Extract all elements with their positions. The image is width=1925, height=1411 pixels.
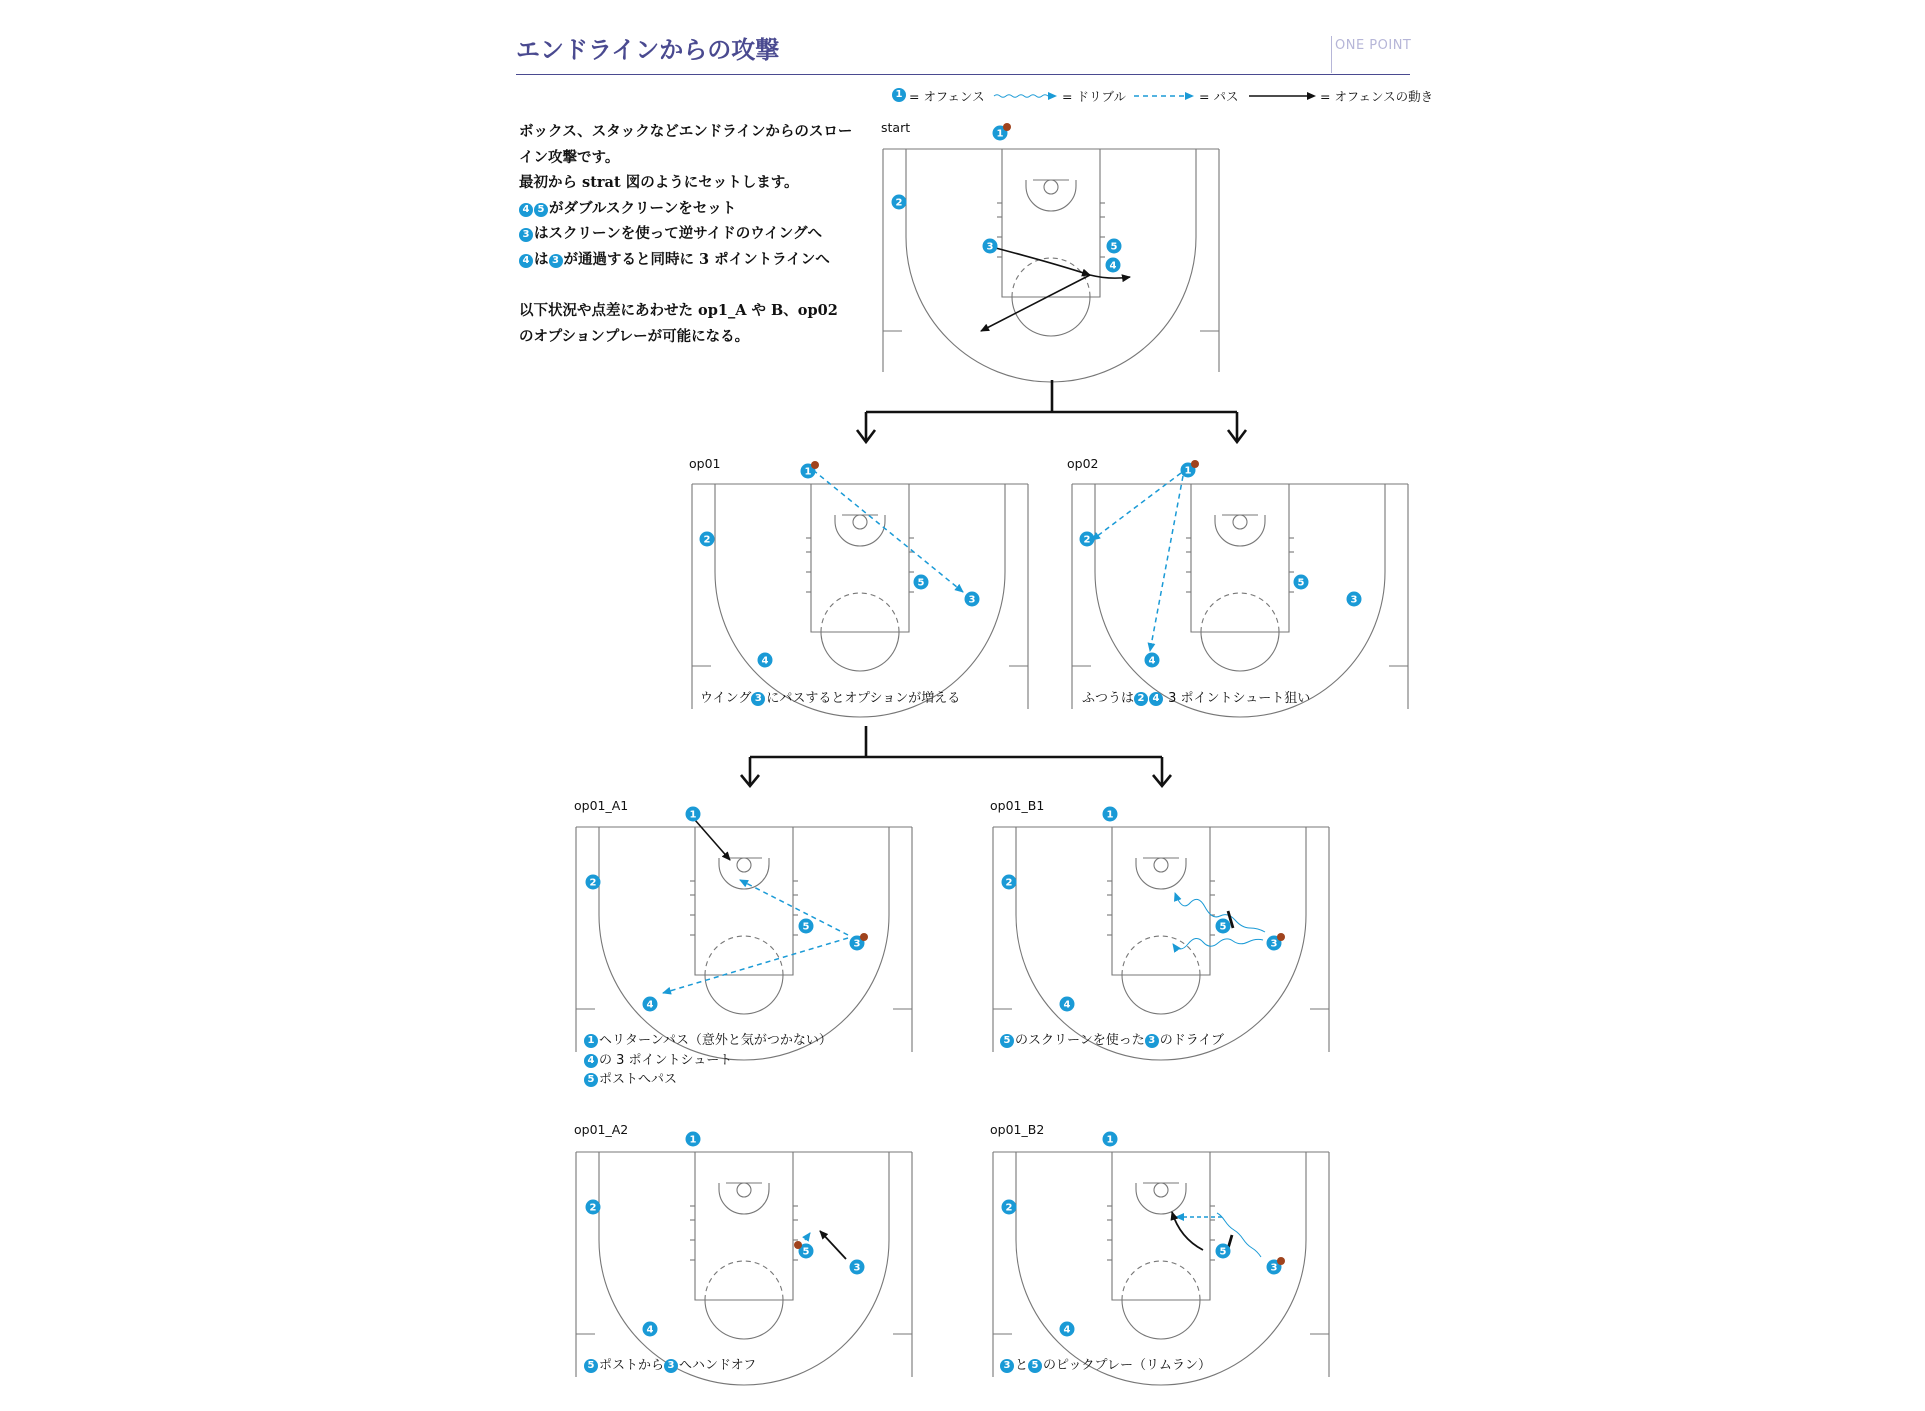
intro-line-8: のオプションプレーが可能になる。 xyxy=(519,327,750,345)
player-marker: 5 xyxy=(584,1359,598,1373)
intro-line-6-text: が通過すると同時に 3 ポイントラインへ xyxy=(563,250,830,268)
caption-op01-text-b: にパスするとオプションが増える xyxy=(766,691,961,706)
player-2 xyxy=(892,195,907,210)
player-1 xyxy=(1103,807,1118,822)
diagram-label-start: start xyxy=(881,120,911,135)
svg-text:5: 5 xyxy=(1297,577,1305,589)
caption-op02-text-b: 3 ポイントシュート狙い xyxy=(1164,691,1311,706)
flow-connector-mid xyxy=(741,726,1171,786)
player-5 xyxy=(794,1241,814,1259)
svg-text:3: 3 xyxy=(986,241,994,253)
ball-icon xyxy=(1191,460,1199,468)
player-3 xyxy=(1267,1257,1286,1275)
diagram-label-op01-b1: op01_B1 xyxy=(990,798,1045,813)
player-4 xyxy=(1060,1322,1075,1337)
player-4 xyxy=(1106,258,1121,273)
player-3 xyxy=(850,1260,865,1275)
svg-text:3: 3 xyxy=(968,594,976,606)
svg-text:2: 2 xyxy=(1005,877,1013,889)
caption-op01-b2-text-b: のピックプレー（リムラン） xyxy=(1043,1358,1211,1373)
ball-icon xyxy=(1277,933,1285,941)
player-4 xyxy=(758,653,773,668)
intro-line-2: イン攻撃です。 xyxy=(519,148,620,166)
svg-text:1: 1 xyxy=(689,1134,697,1146)
player-2 xyxy=(1002,875,1017,890)
player-marker: 3 xyxy=(1000,1359,1014,1373)
player-2 xyxy=(586,875,601,890)
legend-dribble-label: = ドリブル xyxy=(1062,89,1126,104)
svg-text:4: 4 xyxy=(1109,260,1117,272)
caption-op01-a2-text-b: へハンドオフ xyxy=(679,1358,757,1373)
player-3 xyxy=(965,592,980,607)
svg-text:5: 5 xyxy=(1110,241,1118,253)
legend-offense-label: = オフェンス xyxy=(909,89,985,104)
caption-op01-b1-text-b: のドライブ xyxy=(1159,1033,1224,1048)
svg-text:4: 4 xyxy=(646,999,654,1011)
diagram-label-op01: op01 xyxy=(689,456,721,471)
svg-text:1: 1 xyxy=(1184,465,1192,477)
svg-text:4: 4 xyxy=(1063,1324,1071,1336)
caption-op02-text-a: ふつうは xyxy=(1082,691,1135,706)
intro-line-4-text: がダブルスクリーンをセット xyxy=(549,199,737,217)
player-marker: 4 xyxy=(519,203,533,217)
svg-text:1: 1 xyxy=(689,809,697,821)
ball-icon xyxy=(794,1241,802,1249)
player-4 xyxy=(1060,997,1075,1012)
player-marker: 5 xyxy=(1000,1034,1014,1048)
svg-text:2: 2 xyxy=(1083,534,1091,546)
svg-text:2: 2 xyxy=(589,877,597,889)
player-1 xyxy=(686,807,701,822)
legend-pass-label: = パス xyxy=(1199,89,1239,104)
ball-icon xyxy=(860,933,868,941)
caption-op01-text-a: ウイング xyxy=(700,691,752,706)
caption-op01-a1 xyxy=(584,1031,832,1090)
op01-a1-move-line xyxy=(695,820,730,860)
player-marker: 3 xyxy=(664,1359,678,1373)
player-2 xyxy=(700,532,715,547)
caption-op01-a1-line3 xyxy=(584,1070,832,1090)
start-movements xyxy=(981,246,1130,331)
player-2 xyxy=(1002,1200,1017,1215)
caption-op01-a1-line2 xyxy=(584,1051,832,1071)
intro-line-5-text: はスクリーンを使って逆サイドのウイングへ xyxy=(534,225,822,243)
op02-pass-lines xyxy=(1092,473,1183,651)
player-5 xyxy=(1107,239,1122,254)
svg-text:2: 2 xyxy=(703,534,711,546)
player-2 xyxy=(586,1200,601,1215)
player-marker: 4 xyxy=(1149,692,1163,706)
caption-op01-a2 xyxy=(584,1356,756,1376)
svg-text:3: 3 xyxy=(853,1262,861,1274)
op01-pass-line xyxy=(813,470,963,592)
player-marker: 2 xyxy=(1134,692,1148,706)
player-3 xyxy=(983,239,998,254)
players-layer xyxy=(586,123,1362,1337)
svg-text:5: 5 xyxy=(802,921,810,933)
ball-icon xyxy=(811,461,819,469)
svg-text:3: 3 xyxy=(1350,594,1358,606)
intro-line-1: ボックス、スタックなどエンドラインからのスロー xyxy=(519,123,853,140)
caption-op01 xyxy=(700,689,960,709)
caption-op01-a1-text-1: ヘリターンパス（意外と気がつかない） xyxy=(599,1033,832,1048)
caption-op01-a1-line1 xyxy=(584,1031,832,1051)
flow-connector-top xyxy=(857,380,1246,442)
player-5 xyxy=(1216,919,1231,934)
player-marker: 4 xyxy=(584,1054,598,1068)
svg-text:5: 5 xyxy=(917,577,925,589)
player-marker: 5 xyxy=(1028,1359,1042,1373)
player-5 xyxy=(1294,575,1309,590)
svg-text:1: 1 xyxy=(996,128,1004,140)
svg-text:4: 4 xyxy=(1148,655,1156,667)
caption-op01-a1-text-2: の 3 ポイントシュート xyxy=(599,1052,733,1068)
player-4 xyxy=(643,1322,658,1337)
svg-text:1: 1 xyxy=(1106,809,1114,821)
caption-op02 xyxy=(1082,689,1310,709)
player-marker: 3 xyxy=(519,228,533,242)
page-title: エンドラインからの攻撃 xyxy=(516,36,780,64)
player-5 xyxy=(1216,1244,1231,1259)
player-1 xyxy=(801,461,820,479)
caption-op01-b1 xyxy=(1000,1031,1224,1051)
player-4 xyxy=(643,997,658,1012)
player-5 xyxy=(799,919,814,934)
player-1 xyxy=(993,123,1012,141)
player-4 xyxy=(1145,653,1160,668)
player-marker: 4 xyxy=(519,254,533,268)
svg-text:3: 3 xyxy=(1270,1262,1278,1274)
op01-a2-move-line xyxy=(820,1231,846,1259)
svg-text:3: 3 xyxy=(1270,938,1278,950)
player-marker: 5 xyxy=(584,1073,598,1087)
player-3 xyxy=(1267,933,1286,951)
player-5 xyxy=(914,575,929,590)
diagram-label-op01-b2: op01_B2 xyxy=(990,1122,1045,1137)
player-1 xyxy=(686,1132,701,1147)
svg-text:4: 4 xyxy=(646,1324,654,1336)
op01-a1-pass-lines xyxy=(663,880,848,993)
diagram-label-op02: op02 xyxy=(1067,456,1099,471)
ball-icon xyxy=(1003,123,1011,131)
svg-text:5: 5 xyxy=(1219,1246,1227,1258)
player-1 xyxy=(1181,460,1200,478)
player-marker: 3 xyxy=(751,692,765,706)
svg-text:4: 4 xyxy=(1063,999,1071,1011)
caption-op01-a1-text-3: ポストへパス xyxy=(599,1072,678,1087)
caption-op01-b2-text-a: と xyxy=(1015,1358,1029,1373)
player-marker: 1 xyxy=(584,1034,598,1048)
player-2 xyxy=(1080,532,1095,547)
player-3 xyxy=(850,933,869,951)
svg-text:2: 2 xyxy=(895,197,903,209)
caption-op01-b2 xyxy=(1000,1356,1211,1376)
player-1 xyxy=(1103,1132,1118,1147)
intro-line-3: 最初から strat 図のようにセットします。 xyxy=(519,174,799,192)
svg-text:3: 3 xyxy=(853,938,861,950)
player-marker: 3 xyxy=(549,254,563,268)
legend-move-label: = オフェンスの動き xyxy=(1320,89,1434,104)
diagram-label-op01-a1: op01_A1 xyxy=(574,798,629,813)
svg-text:5: 5 xyxy=(1219,921,1227,933)
svg-text:1: 1 xyxy=(1106,1134,1114,1146)
player-3 xyxy=(1347,592,1362,607)
player-marker: 3 xyxy=(1145,1034,1159,1048)
op01-a2-handoff-line xyxy=(805,1233,810,1240)
svg-text:2: 2 xyxy=(1005,1202,1013,1214)
svg-text:1: 1 xyxy=(804,466,812,478)
caption-op01-b1-text-a: のスクリーンを使った xyxy=(1015,1033,1145,1048)
intro-line-7: 以下状況や点差にあわせた op1_A や B、op02 xyxy=(519,302,838,320)
legend-offense-marker: 1 xyxy=(892,88,906,102)
section-label: ONE POINT xyxy=(1335,38,1412,53)
svg-text:4: 4 xyxy=(761,655,769,667)
svg-text:2: 2 xyxy=(589,1202,597,1214)
player-marker: 5 xyxy=(534,203,548,217)
diagram-label-op01-a2: op01_A2 xyxy=(574,1122,629,1137)
svg-text:5: 5 xyxy=(802,1246,810,1258)
caption-op01-a2-text-a: ポストから xyxy=(599,1358,665,1373)
ball-icon xyxy=(1277,1257,1285,1265)
intro-line-6-mid: は xyxy=(534,250,549,268)
